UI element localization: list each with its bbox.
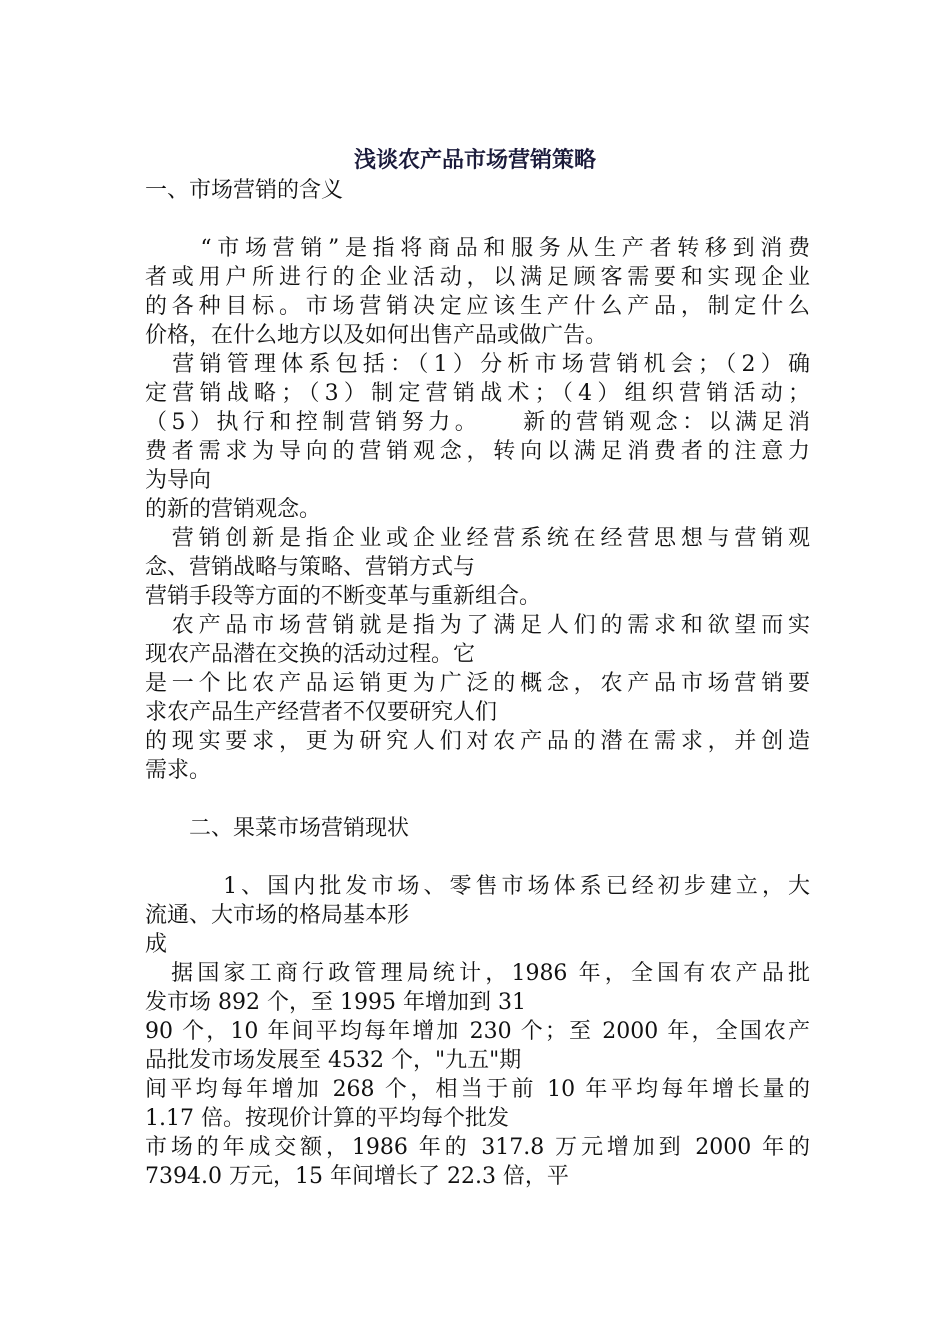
paragraph-line: 是一个比农产品运销更为广泛的概念，农产品市场营销要 [145, 671, 810, 696]
blank-line [145, 843, 810, 872]
section-heading-2: 二、果菜市场营销现状 [145, 816, 410, 841]
blank-line [145, 205, 810, 234]
paragraph-line: 价格，在什么地方以及如何出售产品或做广告。 [145, 323, 608, 348]
paragraph-line: 念、营销战略与策略、营销方式与 [145, 555, 476, 580]
paragraph-line: 1.17 倍。按现价计算的平均每个批发 [145, 1106, 509, 1131]
paragraph-line: 90 个，10 年间平均每年增加 230 个；至 2000 年，全国农产 [145, 1019, 810, 1044]
paragraph-line: “市场营销”是指将商品和服务从生产者转移到消费 [145, 236, 810, 261]
paragraph-line: 为导向 [145, 468, 212, 493]
subheading-line: 1、国内批发市场、零售市场体系已经初步建立，大 [145, 874, 810, 899]
paragraph-line: 营销管理体系包括：（1）分析市场营销机会；（2）确 [145, 352, 810, 377]
paragraph-line: 7394.0 万元，15 年间增长了 22.3 倍，平 [145, 1164, 569, 1189]
paragraph-line: 需求。 [145, 758, 212, 783]
document-title: 浅谈农产品市场营销策略 [353, 148, 596, 173]
subheading-line: 流通、大市场的格局基本形 [145, 903, 410, 928]
subheading-line: 成 [145, 932, 168, 957]
paragraph-line: 品批发市场发展至 4532 个，"九五"期 [145, 1048, 522, 1073]
paragraph-line: 间平均每年增加 268 个，相当于前 10 年平均每年增长量的 [145, 1077, 810, 1102]
paragraph-line: 营销手段等方面的不断变革与重新组合。 [145, 584, 542, 609]
paragraph-line: 据国家工商行政管理局统计，1986 年，全国有农产品批 [145, 961, 810, 986]
paragraph-line: 的现实要求，更为研究人们对农产品的潜在需求，并创造 [145, 729, 810, 754]
paragraph-line: 求农产品生产经营者不仅要研究人们 [145, 700, 498, 725]
document-body [145, 176, 810, 1191]
paragraph-line: 市场的年成交额，1986 年的 317.8 万元增加到 2000 年的 [145, 1135, 810, 1160]
paragraph-line: 营销创新是指企业或企业经营系统在经营思想与营销观 [145, 526, 810, 551]
paragraph-line: 者或用户所进行的企业活动，以满足顾客需要和实现企业 [145, 265, 810, 290]
paragraph-line: 定营销战略；（3）制定营销战术；（4）组织营销活动； [145, 381, 810, 406]
section-heading-1: 一、市场营销的含义 [145, 178, 344, 203]
paragraph-line: 农产品市场营销就是指为了满足人们的需求和欲望而实 [145, 613, 810, 638]
blank-line [145, 785, 810, 814]
paragraph-line: 的新的营销观念。 [145, 497, 322, 522]
paragraph-line: 现农产品潜在交换的活动过程。它 [145, 642, 476, 667]
paragraph-line: （5）执行和控制营销努力。 新的营销观念：以满足消 [145, 410, 810, 435]
paragraph-line: 的各种目标。市场营销决定应该生产什么产品，制定什么 [145, 294, 810, 319]
paragraph-line: 发市场 892 个，至 1995 年增加到 31 [145, 990, 526, 1015]
paragraph-line: 费者需求为导向的营销观念，转向以满足消费者的注意力 [145, 439, 810, 464]
